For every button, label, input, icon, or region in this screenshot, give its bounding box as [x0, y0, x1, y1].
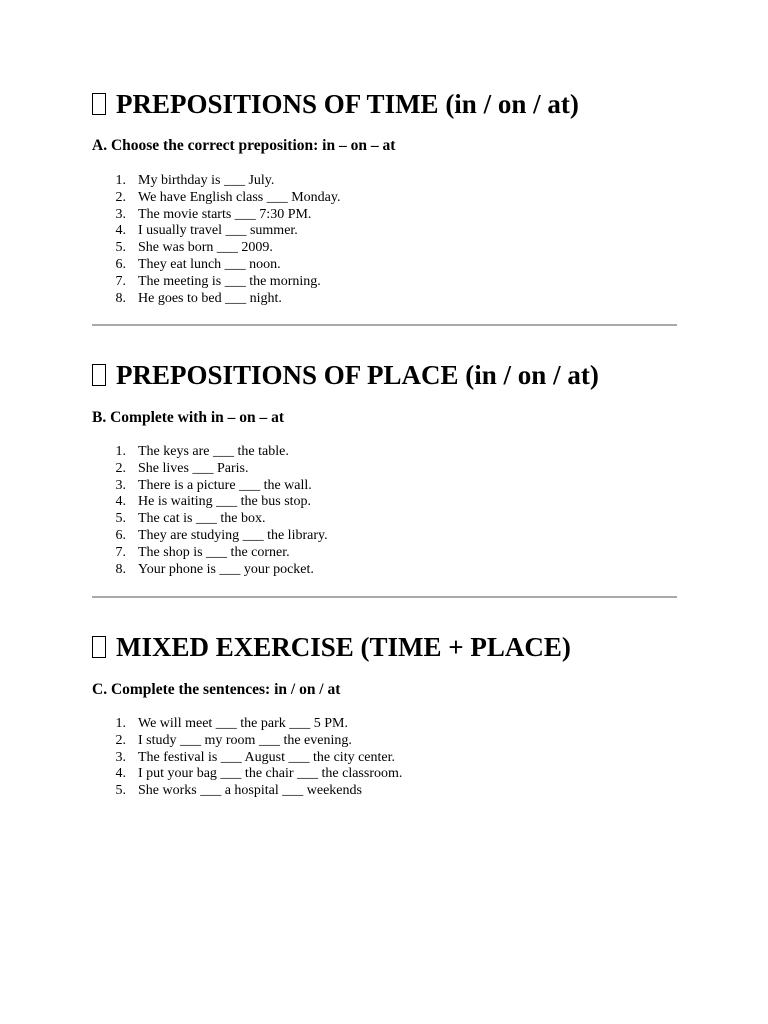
item-text: I usually travel ___ summer.: [138, 223, 298, 239]
item-number: 5.: [115, 511, 126, 527]
item-text: She was born ___ 2009.: [138, 240, 273, 256]
item-text: We will meet ___ the park ___ 5 PM.: [138, 716, 349, 731]
section-heading-text: PREPOSITIONS OF TIME (in / on / at): [116, 89, 579, 119]
item-text: The keys are ___ the table.: [138, 444, 289, 459]
item-text: The movie starts ___ 7:30 PM.: [138, 206, 312, 222]
missing-glyph-icon: [92, 364, 106, 386]
section-instruction: C. Complete the sentences: in / on / at: [92, 681, 341, 698]
item-number: 1.: [115, 716, 126, 731]
item-text: Your phone is ___ your pocket.: [138, 561, 314, 577]
item-number: 8.: [115, 290, 126, 306]
item-number: 2.: [115, 732, 126, 748]
item-number: 1.: [115, 173, 126, 188]
section-heading: [92, 359, 677, 391]
item-text: There is a picture ___ the wall.: [138, 477, 312, 493]
item-number: 5.: [115, 783, 126, 799]
item-number: 2.: [115, 460, 126, 476]
item-number: 7.: [115, 544, 126, 560]
item-number: 4.: [115, 494, 126, 510]
section-heading-text: MIXED EXERCISE (TIME + PLACE): [116, 632, 571, 662]
item-text: She lives ___ Paris.: [138, 460, 249, 476]
item-number: 3.: [115, 477, 126, 493]
item-text: He is waiting ___ the bus stop.: [138, 494, 312, 510]
item-number: 6.: [115, 527, 126, 543]
item-number: 4.: [115, 766, 126, 782]
section-divider: [92, 324, 677, 326]
item-text: I put your bag ___ the chair ___ the classroom.: [138, 766, 403, 782]
item-number: 3.: [115, 206, 126, 222]
section-time: [92, 88, 677, 306]
item-number: 5.: [115, 240, 126, 256]
item-text: We have English class ___ Monday.: [138, 189, 341, 205]
section-heading: [92, 88, 677, 120]
item-text: The shop is ___ the corner.: [138, 544, 290, 560]
section-divider: [92, 596, 677, 598]
section-heading-text: PREPOSITIONS OF PLACE (in / on / at): [116, 360, 599, 390]
item-number: 2.: [115, 189, 126, 205]
item-text: My birthday is ___ July.: [138, 173, 275, 188]
item-number: 4.: [115, 223, 126, 239]
section-heading: [92, 631, 677, 663]
item-number: 7.: [115, 273, 126, 289]
section-instruction: B. Complete with in – on – at: [92, 409, 285, 426]
item-text: The festival is ___ August ___ the city center.: [138, 749, 396, 765]
item-number: 6.: [115, 256, 126, 272]
section-instruction: A. Choose the correct preposition: in – on – at: [92, 137, 396, 154]
item-text: The cat is ___ the box.: [138, 511, 266, 527]
missing-glyph-icon: [92, 93, 106, 115]
section-mixed: [92, 631, 677, 799]
item-text: She works ___ a hospital ___ weekends: [138, 783, 362, 799]
item-number: 8.: [115, 561, 126, 577]
item-number: 1.: [115, 444, 126, 459]
item-text: The meeting is ___ the morning.: [138, 273, 321, 289]
item-text: They are studying ___ the library.: [138, 527, 328, 543]
item-text: He goes to bed ___ night.: [138, 290, 282, 306]
section-place: [92, 359, 677, 577]
item-number: 3.: [115, 749, 126, 765]
item-text: I study ___ my room ___ the evening.: [138, 732, 352, 748]
item-text: They eat lunch ___ noon.: [138, 256, 281, 272]
missing-glyph-icon: [92, 636, 106, 658]
